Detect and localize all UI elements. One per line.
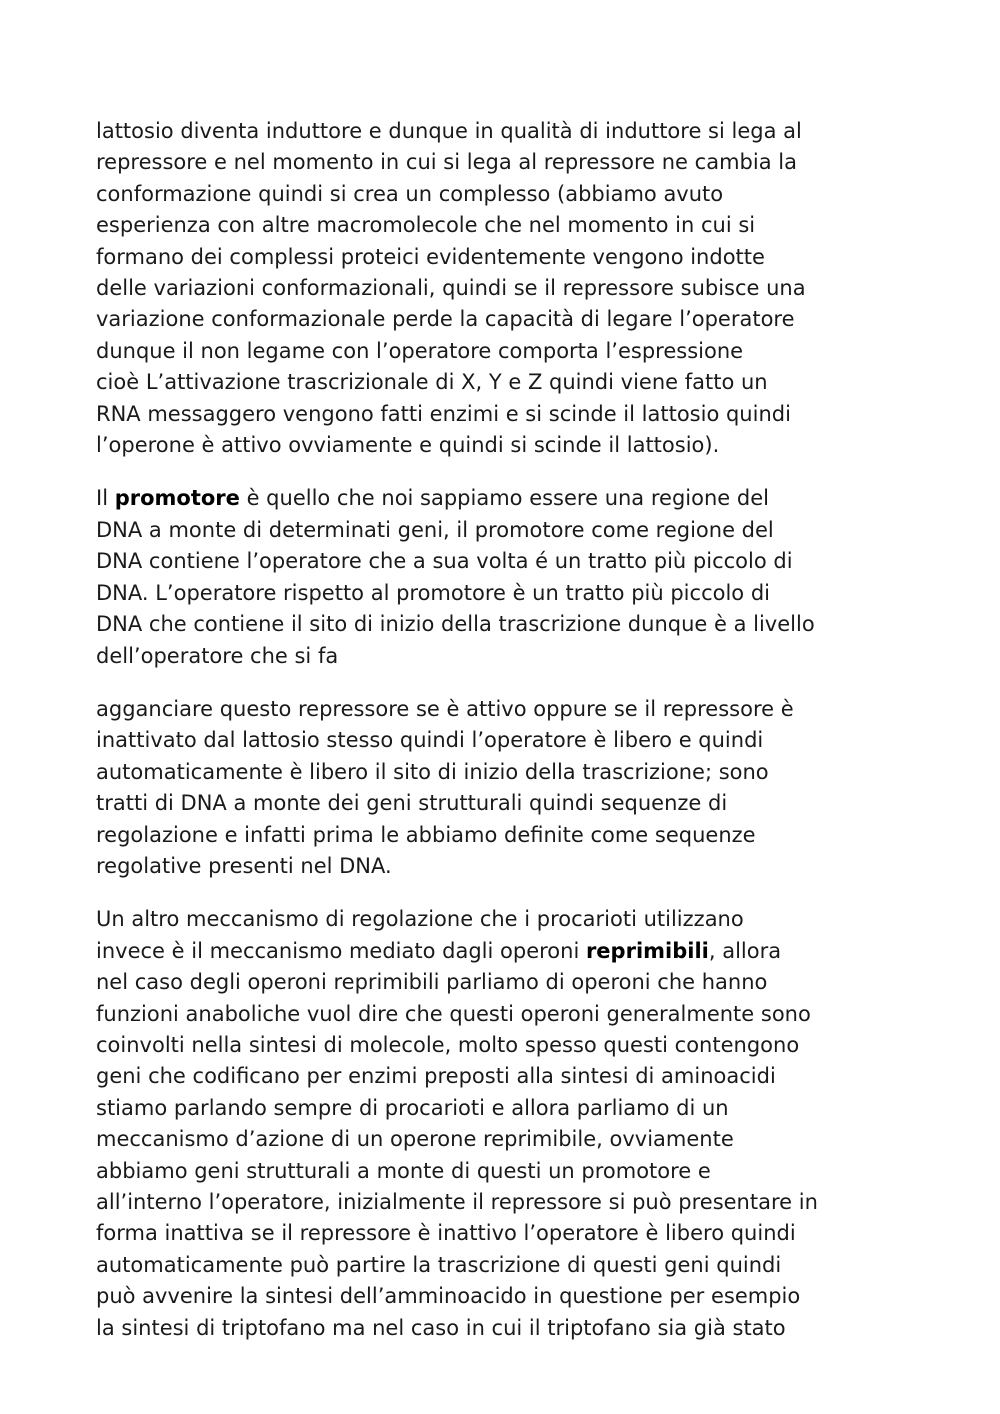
paragraph-promoter [96, 483, 926, 671]
paragraph-lead-text: Il [96, 486, 115, 511]
paragraph-operator-repressor [96, 694, 926, 882]
paragraph-lac-operon-induction [96, 116, 926, 461]
paragraph-text: agganciare questo repressore se è attivo oppure se il repressore è inattivato dal lattosio stesso quindi l’operatore è libero e quindi automaticamente è libero il sito di inizio della trascrizione; sono tratti di DNA a monte dei geni strutturali quindi sequenze di regolazione e infatti prima le abbiamo definite come sequenze regolative presenti nel DNA. [96, 696, 794, 878]
paragraph-rest-text: è quello che noi sappiamo essere una regione del DNA a monte di determinati geni, il promotore come regione del DNA contiene l’operatore che a sua volta é un tratto più piccolo di DNA. L’operatore rispetto al promotore è un tratto più piccolo di DNA che contiene il sito di inizio della trascrizione dunque è a livello dell’operatore che si fa [96, 486, 815, 668]
term-promotore: promotore [114, 486, 240, 511]
paragraph-text: lattosio diventa induttore e dunque in qualità di induttore si lega al repressore e nel momento in cui si lega al repressore ne cambia la conformazione quindi si crea un complesso (abbiamo avuto esperienza con altre macromolecole che nel momento in cui si formano dei complessi proteici evidentemente vengono indotte delle variazioni conformazionali, quindi se il repressore subisce una variazione conformazionale perde la capacità di legare l’operatore dunque il non legame con l’operatore comporta l’espressione cioè L’attivazione trascrizionale di X, Y e Z quindi viene fatto un RNA messaggero vengono fatti enzimi e si scinde il lattosio quindi l’operone è attivo ovviamente e quindi si scinde il lattosio). [96, 119, 806, 458]
paragraph-repressible-operons [96, 904, 926, 1344]
paragraph-rest-text: , allora nel caso degli operoni reprimibili parliamo di operoni che hanno funzioni anaboliche vuol dire che questi operoni generalmente sono coinvolti nella sintesi di molecole, molto spesso questi contengono geni che codificano per enzimi preposti alla sintesi di aminoacidi stiamo parlando sempre di procarioti e allora parliamo di un meccanismo d’azione di un operone reprimibile, ovviamente abbiamo geni strutturali a monte di questi un promotore e all’interno l’operatore, inizialmente il repressore si può presentare in forma inattiva se il repressore è inattivo l’operatore è libero quindi automaticamente può partire la trascrizione di questi geni quindi può avvenire la sintesi dell’amminoacido in questione per esempio la sintesi di triptofano ma nel caso in cui il triptofano sia già stato [96, 938, 818, 1340]
paragraph-lead-text: Un altro meccanismo di regolazione che i procarioti utilizzano invece è il meccanismo mediato dagli operoni [96, 907, 744, 963]
document-body [96, 116, 926, 1366]
term-reprimibili: reprimibili [585, 938, 709, 963]
